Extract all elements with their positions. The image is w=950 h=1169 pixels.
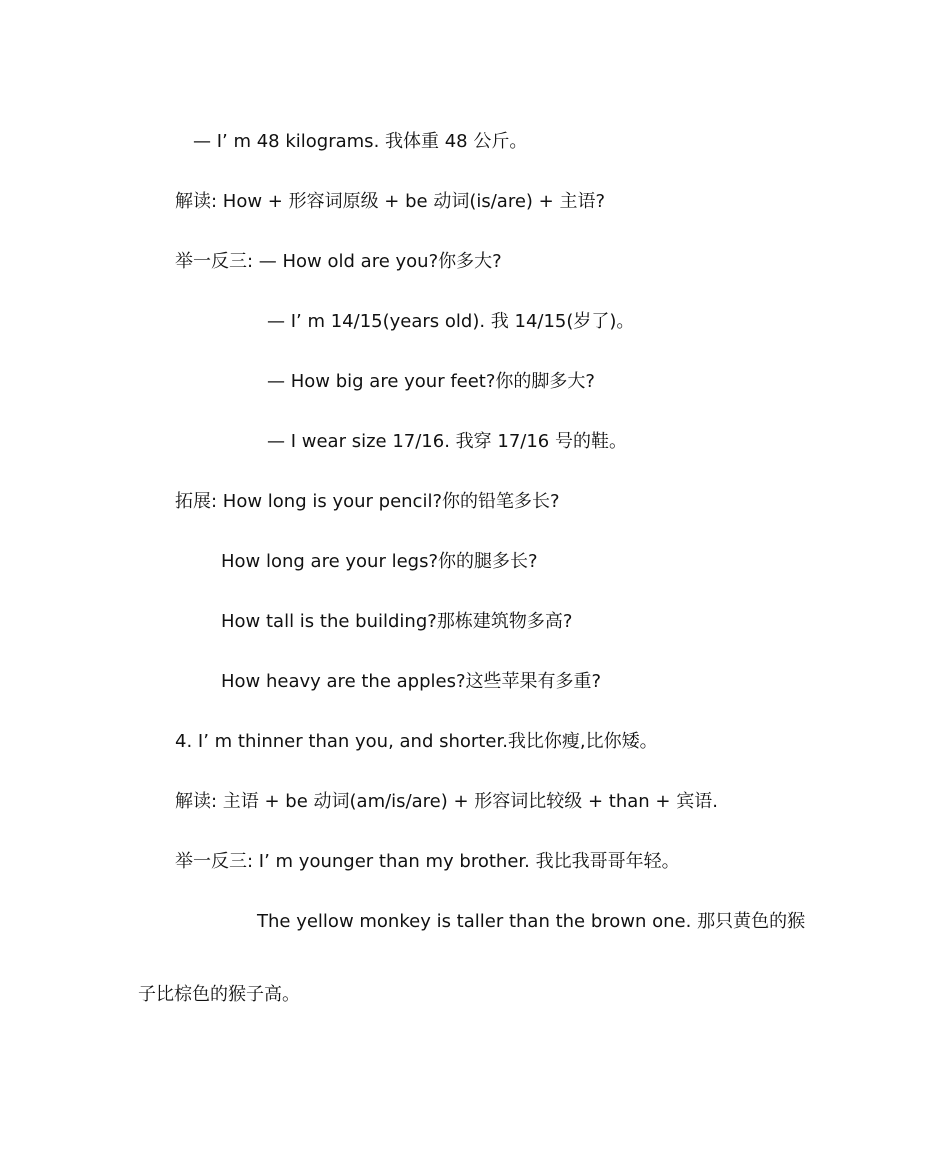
text-line-extension-pencil: 拓展: How long is your pencil?你的铅笔多长? xyxy=(175,491,560,512)
text-line-example-feet-answer: — I wear size 17/16. 我穿 17/16 号的鞋。 xyxy=(267,431,627,452)
text-line-example-monkey-continued: 子比棕色的猴子高。 xyxy=(138,984,300,1005)
text-line-example-younger: 举一反三: I’ m younger than my brother. 我比我哥哥年轻。 xyxy=(175,851,680,872)
text-line-analysis-comparative: 解读: 主语 + be 动词(am/is/are) + 形容词比较级 + than + 宾语. xyxy=(175,791,718,812)
text-line-example-monkey: The yellow monkey is taller than the brown one. 那只黄色的猴 xyxy=(257,911,806,932)
text-line-example-feet-question: — How big are your feet?你的脚多大? xyxy=(267,371,595,392)
text-line-weight-answer: — I’ m 48 kilograms. 我体重 48 公斤。 xyxy=(193,131,528,152)
text-line-extension-building: How tall is the building?那栋建筑物多高? xyxy=(221,611,573,632)
text-line-example-age-answer: — I’ m 14/15(years old). 我 14/15(岁了)。 xyxy=(267,311,635,332)
text-line-analysis-how-adjective: 解读: How + 形容词原级 + be 动词(is/are) + 主语? xyxy=(175,191,606,212)
text-line-item-4-comparison: 4. I’ m thinner than you, and shorter.我比你瘦,比你矮。 xyxy=(175,731,658,752)
text-line-extension-apples: How heavy are the apples?这些苹果有多重? xyxy=(221,671,602,692)
text-line-example-age-question: 举一反三: — How old are you?你多大? xyxy=(175,251,502,272)
text-line-extension-legs: How long are your legs?你的腿多长? xyxy=(221,551,538,572)
